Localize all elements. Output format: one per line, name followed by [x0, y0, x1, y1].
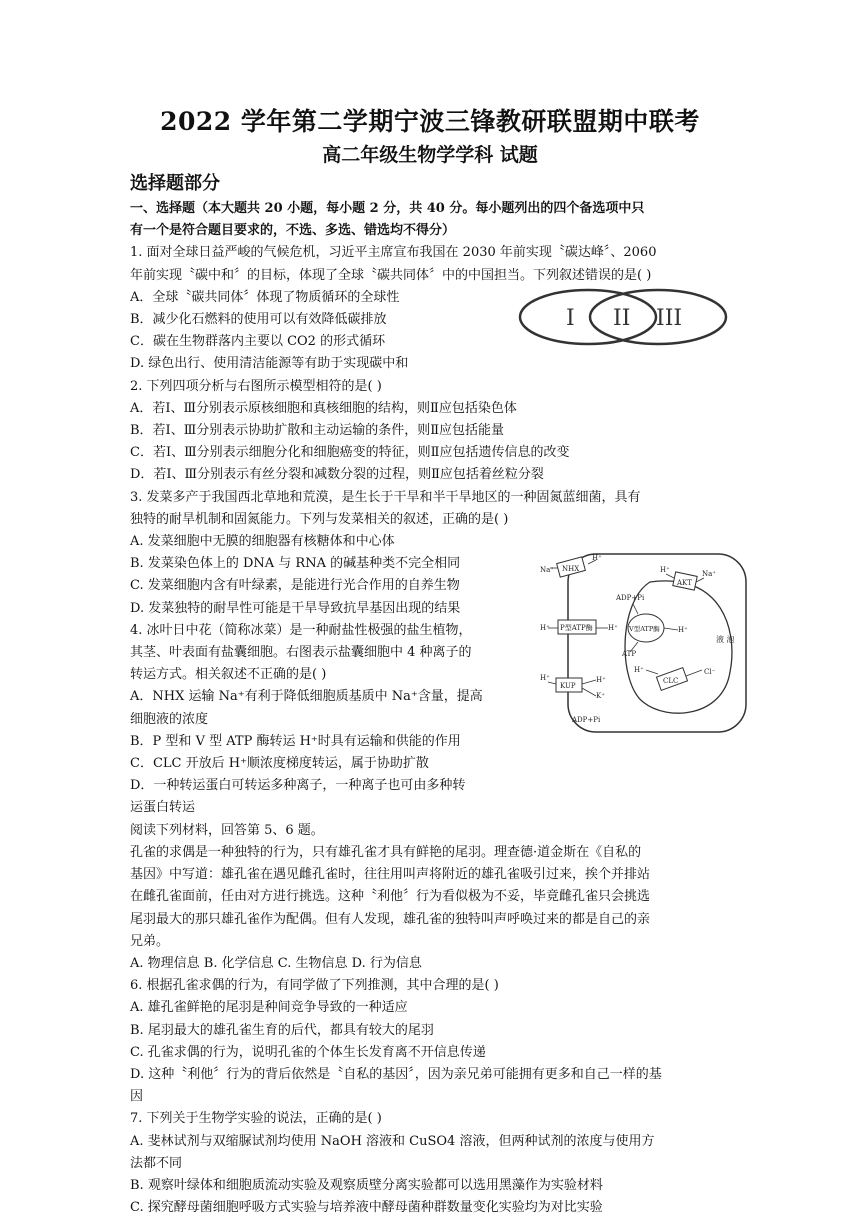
text-line: D. 发菜独特的耐旱性可能是干旱导致抗旱基因出现的结果	[130, 600, 461, 616]
text-line: B．减少化石燃料的使用可以有效降低碳排放	[130, 312, 387, 328]
adp-pi-label: ADP+Pi	[572, 716, 601, 724]
text-line: D．一种转运蛋白可转运多种离子，一种离子也可由多种转	[130, 778, 466, 794]
text-line: D. 这种〝利他〞行为的背后依然是〝自私的基因〞，因为亲兄弟可能拥有更多和自己一样的基	[130, 1066, 662, 1082]
exam-subtitle: 高二年级生物学学科 试题	[322, 144, 538, 166]
h-ion-label: H⁺	[540, 674, 550, 682]
ion-transport-figure	[538, 552, 748, 734]
text-line: 年前实现〝碳中和〞的目标，体现了全球〝碳共同体〞中的中国担当。下列叙述错误的是( )	[130, 267, 652, 283]
h-ion-label: H⁺	[678, 626, 688, 634]
nhx-transporter	[540, 554, 602, 577]
text-line: 在雌孔雀面前，任由对方进行挑选。这种〝利他〞行为看似极为不妥，毕竟雌孔雀只会挑选	[130, 889, 651, 905]
text-line: C．若Ⅰ、Ⅲ分别表示细胞分化和细胞癌变的特征，则Ⅱ应包括遗传信息的改变	[130, 445, 570, 461]
nhx-label: NHX	[562, 565, 580, 573]
p-atpase	[540, 620, 618, 634]
h-ion-label: H⁺	[660, 566, 670, 574]
k-ion-label: K⁺	[596, 692, 605, 700]
h-ion-label: H⁺	[592, 554, 602, 562]
h-ion-label: H⁺	[596, 676, 606, 684]
ellipse-left	[520, 290, 656, 344]
kup-transporter	[540, 674, 606, 700]
label-III: III	[656, 306, 683, 331]
text-line: 独特的耐旱机制和固氮能力。下列与发菜相关的叙述，正确的是( )	[130, 511, 509, 527]
text-line: 4. 冰叶日中花（简称冰菜）是一种耐盐性极强的盐生植物，	[130, 622, 472, 638]
text-line: B．P 型和 V 型 ATP 酶转运 H⁺时具有运输和供能的作用	[130, 733, 461, 749]
akt-label: AKT	[677, 579, 692, 587]
text-line: D. 绿色出行、使用清洁能源等有助于实现碳中和	[130, 356, 409, 372]
text-line: 法都不同	[130, 1155, 183, 1171]
section-intro-line: 有一个是符合题目要求的，不选、多选、错选均不得分）	[130, 223, 456, 239]
text-line: A．全球〝碳共同体〞体现了物质循环的全球性	[130, 289, 400, 305]
text-line: 运蛋白转运	[130, 800, 196, 816]
clc-label: CLC	[663, 677, 679, 685]
text-line: A. 斐林试剂与双缩脲试剂均使用 NaOH 溶液和 CuSO4 溶液，但两种试剂的浓度与使用方	[130, 1133, 655, 1149]
text-line: A. 雄孔雀鲜艳的尾羽是种间竞争导致的一种适应	[130, 1000, 408, 1016]
text-line: A. 发菜细胞中无膜的细胞器有核糖体和中心体	[130, 534, 395, 550]
exam-page	[130, 104, 735, 1219]
text-line: B．若Ⅰ、Ⅲ分别表示协助扩散和主动运输的条件，则Ⅱ应包括能量	[130, 423, 505, 439]
p-atpase-label: P型ATP酶	[560, 624, 593, 632]
akt-transporter	[660, 566, 716, 590]
text-line: 6. 根据孔雀求偶的行为，有同学做了下列推测，其中合理的是( )	[130, 978, 499, 994]
text-line: D．若Ⅰ、Ⅲ分别表示有丝分裂和减数分裂的过程，则Ⅱ应包括着丝粒分裂	[130, 467, 544, 483]
text-line: B. 尾羽最大的雄孔雀生育的后代，都具有较大的尾羽	[130, 1022, 434, 1038]
vacuole-label: 液 泡	[716, 635, 735, 644]
v-atpase	[628, 614, 688, 642]
text-line: C. 探究酵母菌细胞呼吸方式实验与培养液中酵母菌种群数量变化实验均为对比实验	[130, 1200, 603, 1216]
text-line: 孔雀的求偶是一种独特的行为，只有雄孔雀才具有鲜艳的尾羽。理查德·道金斯在《自私的	[130, 844, 642, 860]
h-ion-label: H⁺	[540, 624, 550, 632]
text-line: 基因》中写道：雄孔雀在遇见雌孔雀时，往往用叫声将附近的雄孔雀吸引过来，挨个并排站	[130, 867, 651, 883]
text-line: 7. 下列关于生物学实验的说法，正确的是( )	[130, 1111, 382, 1127]
clc-transporter	[634, 666, 716, 690]
text-line: C．CLC 开放后 H⁺顺浓度梯度转运，属于协助扩散	[130, 756, 429, 772]
text-line: 尾羽最大的那只雄孔雀作为配偶。但有人发现，雄孔雀的独特叫声呼唤过来的都是自己的亲	[130, 911, 651, 927]
text-line: 阅读下列材料，回答第 5、6 题。	[130, 822, 324, 838]
section-intro-line: 一、选择题（本大题共 20 小题，每小题 2 分，共 40 分。每小题列出的四个备选项中只	[130, 201, 645, 216]
text-line: 细胞液的浓度	[130, 711, 209, 727]
text-line: 2. 下列四项分析与右图所示模型相符的是( )	[130, 378, 382, 394]
text-line: 因	[130, 1089, 144, 1105]
cl-ion-label: Cl⁻	[704, 668, 716, 676]
v-atpase-label: V型ATP酶	[629, 625, 660, 633]
venn-model-figure	[518, 287, 728, 347]
label-I: I	[566, 306, 575, 331]
na-ion-label: Na⁺	[702, 570, 716, 578]
text-line: 3. 发菜多产于我国西北草地和荒漠，是生长于干旱和半干旱地区的一种固氮蓝细菌，具有	[130, 489, 641, 505]
atp-label: ATP	[622, 650, 637, 658]
text-line: A．NHX 运输 Na⁺有利于降低细胞质基质中 Na⁺含量，提高	[130, 689, 483, 705]
label-II: II	[613, 306, 631, 331]
text-line: 转运方式。相关叙述不正确的是( )	[130, 667, 327, 683]
text-line: B. 观察叶绿体和细胞质流动实验及观察质壁分离实验都可以选用黑藻作为实验材料	[130, 1177, 603, 1193]
text-line: C．碳在生物群落内主要以 CO2 的形式循环	[130, 334, 386, 350]
text-line: 兄弟。	[130, 933, 170, 949]
h-ion-label: H⁺	[634, 666, 644, 674]
exam-title: 2022 学年第二学期宁波三锋教研联盟期中联考	[160, 107, 700, 136]
text-line: A．若Ⅰ、Ⅲ分别表示原核细胞和真核细胞的结构，则Ⅱ应包括染色体	[130, 400, 517, 416]
h-ion-label: H⁺	[608, 624, 618, 632]
section-heading: 选择题部分	[130, 173, 220, 194]
adp-pi-label: ADP+Pi	[616, 594, 645, 602]
text-line: A. 物理信息 B. 化学信息 C. 生物信息 D. 行为信息	[130, 955, 422, 971]
text-line: 1. 面对全球日益严峻的气候危机，习近平主席宣布我国在 2030 年前实现〝碳达峰〞、2060	[130, 245, 657, 261]
na-ion-label: Na⁺	[540, 566, 554, 574]
text-line: B. 发菜染色体上的 DNA 与 RNA 的碱基种类不完全相同	[130, 556, 461, 572]
text-line: 其茎、叶表面有盐囊细胞。右图表示盐囊细胞中 4 种离子的	[130, 645, 472, 661]
text-line: C. 孔雀求偶的行为，说明孔雀的个体生长发育离不开信息传递	[130, 1044, 486, 1060]
text-line: C. 发菜细胞内含有叶绿素，是能进行光合作用的自养生物	[130, 578, 460, 594]
kup-label: KUP	[560, 682, 576, 690]
